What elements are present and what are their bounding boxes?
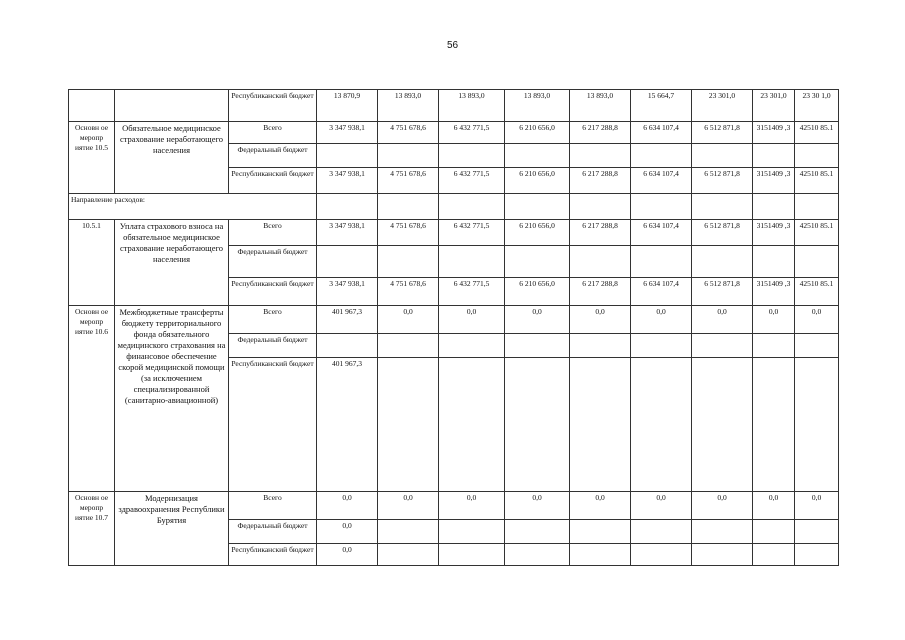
empty-cell bbox=[317, 246, 378, 278]
value-cell: 4 751 678,6 bbox=[378, 278, 439, 306]
empty-cell bbox=[570, 520, 631, 544]
page-number: 56 bbox=[446, 40, 459, 51]
measure-name: Уплата страхового взноса на обязательное медицинское страхование неработающего населения bbox=[115, 220, 229, 306]
value-cell: 6 634 107,4 bbox=[631, 220, 692, 246]
value-cell: 15 664,7 bbox=[631, 90, 692, 122]
empty-cell bbox=[753, 194, 795, 220]
value-cell: 42510 85.1 bbox=[795, 278, 839, 306]
empty-cell bbox=[378, 246, 439, 278]
value-cell: 0,0 bbox=[378, 306, 439, 334]
empty-cell bbox=[439, 544, 505, 566]
source-total: Всего bbox=[229, 492, 317, 520]
value-cell: 6 634 107,4 bbox=[631, 278, 692, 306]
empty-cell bbox=[570, 334, 631, 358]
value-cell: 0,0 bbox=[505, 492, 570, 520]
empty-cell bbox=[505, 544, 570, 566]
measure-name: Модернизация здравоохранения Республики Бурятия bbox=[115, 492, 229, 566]
source-federal: Федеральный бюджет bbox=[229, 334, 317, 358]
empty-cell bbox=[378, 544, 439, 566]
empty-cell bbox=[795, 144, 839, 168]
value-cell: 23 30 1,0 bbox=[795, 90, 839, 122]
value-cell: 0,0 bbox=[570, 306, 631, 334]
empty-cell bbox=[753, 246, 795, 278]
empty-cell bbox=[631, 358, 692, 492]
empty-cell bbox=[795, 520, 839, 544]
empty-cell bbox=[115, 90, 229, 122]
empty-cell bbox=[795, 194, 839, 220]
empty-cell bbox=[570, 144, 631, 168]
empty-cell bbox=[439, 194, 505, 220]
value-cell: 6 210 656,0 bbox=[505, 220, 570, 246]
value-cell: 3 347 938,1 bbox=[317, 122, 378, 144]
empty-cell bbox=[570, 358, 631, 492]
empty-cell bbox=[317, 334, 378, 358]
empty-cell bbox=[505, 194, 570, 220]
source-federal: Федеральный бюджет bbox=[229, 246, 317, 278]
value-cell: 4 751 678,6 bbox=[378, 122, 439, 144]
value-cell: 0,0 bbox=[753, 492, 795, 520]
empty-cell bbox=[439, 334, 505, 358]
empty-cell bbox=[570, 544, 631, 566]
value-cell: 6 512 871,8 bbox=[692, 220, 753, 246]
value-cell: 0,0 bbox=[505, 306, 570, 334]
empty-cell bbox=[795, 358, 839, 492]
value-cell: 6 432 771,5 bbox=[439, 220, 505, 246]
empty-cell bbox=[692, 544, 753, 566]
value-cell: 0,0 bbox=[317, 544, 378, 566]
value-cell: 0,0 bbox=[795, 306, 839, 334]
value-cell: 6 217 288,8 bbox=[570, 220, 631, 246]
empty-cell bbox=[439, 246, 505, 278]
source-total: Всего bbox=[229, 306, 317, 334]
value-cell: 401 967,3 bbox=[317, 358, 378, 492]
value-cell: 6 512 871,8 bbox=[692, 168, 753, 194]
value-cell: 42510 85.1 bbox=[795, 122, 839, 144]
value-cell: 13 893,0 bbox=[439, 90, 505, 122]
value-cell: 6 210 656,0 bbox=[505, 168, 570, 194]
empty-cell bbox=[692, 358, 753, 492]
source-total: Всего bbox=[229, 122, 317, 144]
value-cell: 6 217 288,8 bbox=[570, 168, 631, 194]
empty-cell bbox=[317, 194, 378, 220]
measure-name: Обязательное медицинское страхование неработающего населения bbox=[115, 122, 229, 194]
value-cell: 6 432 771,5 bbox=[439, 168, 505, 194]
value-cell: 6 217 288,8 bbox=[570, 278, 631, 306]
value-cell: 0,0 bbox=[795, 492, 839, 520]
empty-cell bbox=[692, 334, 753, 358]
empty-cell bbox=[631, 144, 692, 168]
empty-cell bbox=[692, 194, 753, 220]
empty-cell bbox=[378, 520, 439, 544]
empty-cell bbox=[505, 246, 570, 278]
empty-cell bbox=[378, 358, 439, 492]
measure-code: Основн ое меропр иятие 10.6 bbox=[69, 306, 115, 492]
expenses-header: Направление расходов: bbox=[69, 194, 317, 220]
value-cell: 3 347 938,1 bbox=[317, 278, 378, 306]
value-cell: 0,0 bbox=[317, 520, 378, 544]
empty-cell bbox=[505, 144, 570, 168]
empty-cell bbox=[795, 544, 839, 566]
empty-cell bbox=[378, 334, 439, 358]
empty-cell bbox=[570, 194, 631, 220]
value-cell: 0,0 bbox=[439, 492, 505, 520]
empty-cell bbox=[753, 144, 795, 168]
value-cell: 4 751 678,6 bbox=[378, 168, 439, 194]
empty-cell bbox=[439, 144, 505, 168]
value-cell: 6 210 656,0 bbox=[505, 278, 570, 306]
source-republic: Республиканский бюджет bbox=[229, 358, 317, 492]
empty-cell bbox=[795, 334, 839, 358]
source-federal: Федеральный бюджет bbox=[229, 144, 317, 168]
source-total: Всего bbox=[229, 220, 317, 246]
value-cell: 3151409 ,3 bbox=[753, 220, 795, 246]
value-cell: 0,0 bbox=[692, 306, 753, 334]
empty-cell bbox=[753, 520, 795, 544]
value-cell: 6 512 871,8 bbox=[692, 278, 753, 306]
table-row bbox=[69, 122, 839, 144]
empty-cell bbox=[505, 520, 570, 544]
value-cell: 0,0 bbox=[631, 492, 692, 520]
empty-cell bbox=[631, 334, 692, 358]
empty-cell bbox=[570, 246, 631, 278]
source-republic: Республиканский бюджет bbox=[229, 168, 317, 194]
value-cell: 42510 85.1 bbox=[795, 168, 839, 194]
empty-cell bbox=[378, 194, 439, 220]
value-cell: 0,0 bbox=[631, 306, 692, 334]
measure-code: Основн ое меропр иятие 10.5 bbox=[69, 122, 115, 194]
measure-name: Межбюджетные трансферты бюджету территориального фонда обязательного медицинского страхования на финансовое обеспечение скорой медицинской помощи (за исключением специализированной (санитарно-авиационной) bbox=[115, 306, 229, 492]
empty-cell bbox=[753, 334, 795, 358]
empty-cell bbox=[317, 144, 378, 168]
budget-table bbox=[68, 89, 839, 566]
empty-cell bbox=[378, 144, 439, 168]
empty-cell bbox=[631, 520, 692, 544]
value-cell: 6 210 656,0 bbox=[505, 122, 570, 144]
empty-cell bbox=[505, 334, 570, 358]
value-cell: 3151409 ,3 bbox=[753, 168, 795, 194]
measure-code: Основн ое меропр иятие 10.7 bbox=[69, 492, 115, 566]
value-cell: 3151409 ,3 bbox=[753, 122, 795, 144]
value-cell: 0,0 bbox=[439, 306, 505, 334]
empty-cell bbox=[439, 358, 505, 492]
table-row bbox=[69, 220, 839, 246]
empty-cell bbox=[795, 246, 839, 278]
empty-cell bbox=[69, 90, 115, 122]
source-republic: Республиканский бюджет bbox=[229, 544, 317, 566]
table-row bbox=[69, 306, 839, 334]
source-republic: Республиканский бюджет bbox=[229, 278, 317, 306]
value-cell: 401 967,3 bbox=[317, 306, 378, 334]
table-row bbox=[69, 492, 839, 520]
value-cell: 13 893,0 bbox=[505, 90, 570, 122]
value-cell: 3 347 938,1 bbox=[317, 220, 378, 246]
value-cell: 6 634 107,4 bbox=[631, 168, 692, 194]
value-cell: 13 893,0 bbox=[570, 90, 631, 122]
table-row bbox=[69, 90, 839, 122]
value-cell: 0,0 bbox=[378, 492, 439, 520]
empty-cell bbox=[692, 520, 753, 544]
value-cell: 42510 85.1 bbox=[795, 220, 839, 246]
value-cell: 6 512 871,8 bbox=[692, 122, 753, 144]
source-republic: Республиканский бюджет bbox=[229, 90, 317, 122]
source-federal: Федеральный бюджет bbox=[229, 520, 317, 544]
value-cell: 0,0 bbox=[753, 306, 795, 334]
empty-cell bbox=[692, 144, 753, 168]
value-cell: 13 870,9 bbox=[317, 90, 378, 122]
empty-cell bbox=[631, 246, 692, 278]
value-cell: 6 634 107,4 bbox=[631, 122, 692, 144]
value-cell: 0,0 bbox=[692, 492, 753, 520]
empty-cell bbox=[439, 520, 505, 544]
value-cell: 6 432 771,5 bbox=[439, 278, 505, 306]
value-cell: 23 301,0 bbox=[692, 90, 753, 122]
value-cell: 6 217 288,8 bbox=[570, 122, 631, 144]
empty-cell bbox=[753, 544, 795, 566]
empty-cell bbox=[505, 358, 570, 492]
value-cell: 0,0 bbox=[317, 492, 378, 520]
empty-cell bbox=[631, 194, 692, 220]
value-cell: 6 432 771,5 bbox=[439, 122, 505, 144]
table-row bbox=[69, 194, 839, 220]
empty-cell bbox=[753, 358, 795, 492]
value-cell: 4 751 678,6 bbox=[378, 220, 439, 246]
empty-cell bbox=[631, 544, 692, 566]
value-cell: 13 893,0 bbox=[378, 90, 439, 122]
measure-code: 10.5.1 bbox=[69, 220, 115, 306]
value-cell: 3 347 938,1 bbox=[317, 168, 378, 194]
value-cell: 3151409 ,3 bbox=[753, 278, 795, 306]
value-cell: 23 301,0 bbox=[753, 90, 795, 122]
value-cell: 0,0 bbox=[570, 492, 631, 520]
empty-cell bbox=[692, 246, 753, 278]
